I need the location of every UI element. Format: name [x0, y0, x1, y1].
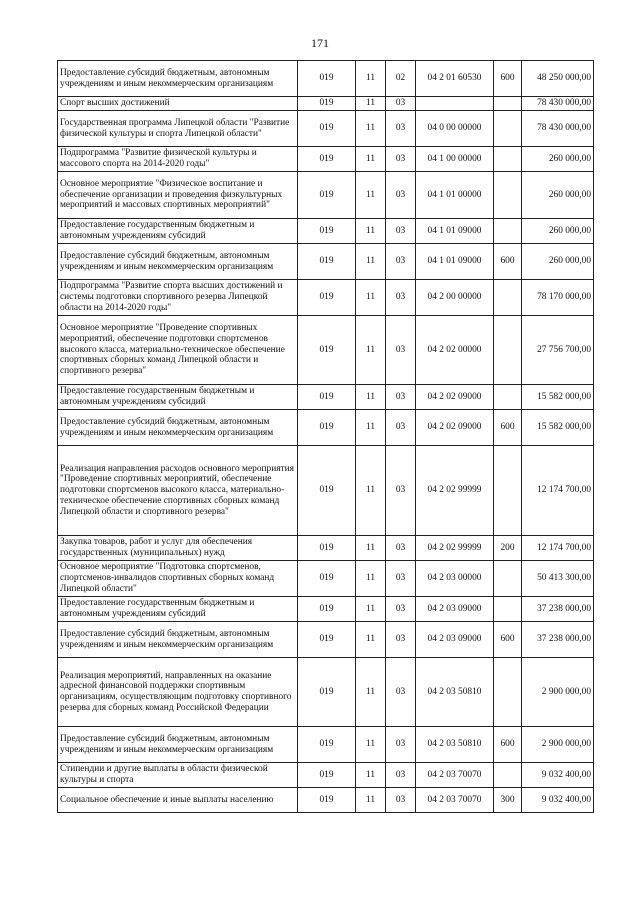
- amount: 9 032 400,00: [522, 763, 594, 788]
- expense-name: Спорт высших достижений: [58, 97, 298, 111]
- amount: 78 430 000,00: [522, 111, 594, 147]
- expense-type-code: 600: [494, 244, 522, 280]
- expense-name: Государственная программа Липецкой области "Развитие физической культуры и спорта Липецкой области": [58, 111, 298, 147]
- subsection-code: 03: [386, 172, 416, 219]
- table-row: [58, 244, 594, 280]
- target-article-code: 04 2 03 00000: [416, 561, 494, 597]
- expense-name: Основное мероприятие "Подготовка спортсменов, спортсменов-инвалидов спортивных сборных команд Липецкой области": [58, 561, 298, 597]
- department-code: 019: [298, 280, 356, 316]
- expense-type-code: [494, 385, 522, 410]
- section-code: 11: [356, 446, 386, 536]
- section-code: 11: [356, 658, 386, 727]
- department-code: 019: [298, 244, 356, 280]
- expense-name: Реализация мероприятий, направленных на оказание адресной финансовой поддержки спортивным организациям, осуществляющим подготовку спортивного резерва для сборных команд Российской Федерации: [58, 658, 298, 727]
- subsection-code: 03: [386, 536, 416, 561]
- department-code: 019: [298, 61, 356, 97]
- subsection-code: 03: [386, 727, 416, 763]
- target-article-code: 04 2 02 09000: [416, 385, 494, 410]
- subsection-code: 03: [386, 111, 416, 147]
- table-row: [58, 316, 594, 385]
- expense-type-code: [494, 316, 522, 385]
- department-code: 019: [298, 622, 356, 658]
- expense-type-code: [494, 219, 522, 244]
- table-row: [58, 622, 594, 658]
- department-code: 019: [298, 788, 356, 813]
- section-code: 11: [356, 597, 386, 622]
- department-code: 019: [298, 111, 356, 147]
- section-code: 11: [356, 111, 386, 147]
- target-article-code: 04 2 03 50810: [416, 727, 494, 763]
- section-code: 11: [356, 97, 386, 111]
- target-article-code: 04 2 02 00000: [416, 316, 494, 385]
- department-code: 019: [298, 385, 356, 410]
- target-article-code: 04 1 00 00000: [416, 147, 494, 172]
- amount: 12 174 700,00: [522, 446, 594, 536]
- amount: 78 430 000,00: [522, 97, 594, 111]
- department-code: 019: [298, 219, 356, 244]
- subsection-code: 03: [386, 385, 416, 410]
- budget-table: [57, 60, 594, 813]
- table-row: [58, 561, 594, 597]
- subsection-code: 03: [386, 622, 416, 658]
- amount: 2 900 000,00: [522, 658, 594, 727]
- expense-type-code: [494, 280, 522, 316]
- table-row: [58, 147, 594, 172]
- amount: 260 000,00: [522, 219, 594, 244]
- target-article-code: 04 2 03 09000: [416, 597, 494, 622]
- table-row: [58, 788, 594, 813]
- table-row: [58, 280, 594, 316]
- section-code: 11: [356, 147, 386, 172]
- department-code: 019: [298, 536, 356, 561]
- expense-type-code: [494, 597, 522, 622]
- department-code: 019: [298, 597, 356, 622]
- department-code: 019: [298, 147, 356, 172]
- table-row: [58, 111, 594, 147]
- amount: 27 756 700,00: [522, 316, 594, 385]
- subsection-code: 03: [386, 410, 416, 446]
- department-code: 019: [298, 97, 356, 111]
- subsection-code: 03: [386, 316, 416, 385]
- target-article-code: 04 0 00 00000: [416, 111, 494, 147]
- expense-name: Стипендии и другие выплаты в области физической культуры и спорта: [58, 763, 298, 788]
- expense-type-code: [494, 561, 522, 597]
- table-row: [58, 219, 594, 244]
- department-code: 019: [298, 410, 356, 446]
- target-article-code: 04 2 03 70070: [416, 763, 494, 788]
- expense-name: Подпрограмма "Развитие спорта высших достижений и системы подготовки спортивного резерва Липецкой области на 2014-2020 годы": [58, 280, 298, 316]
- table-row: [58, 385, 594, 410]
- expense-type-code: 600: [494, 727, 522, 763]
- subsection-code: 03: [386, 147, 416, 172]
- section-code: 11: [356, 727, 386, 763]
- department-code: 019: [298, 446, 356, 536]
- section-code: 11: [356, 172, 386, 219]
- section-code: 11: [356, 536, 386, 561]
- section-code: 11: [356, 788, 386, 813]
- section-code: 11: [356, 280, 386, 316]
- page-number: 171: [311, 36, 329, 50]
- section-code: 11: [356, 561, 386, 597]
- expense-name: Реализация направления расходов основного мероприятия "Проведение спортивных мероприятий, обеспечение подготовки спортсменов высокого класса, материально-техническое обеспечение спортивных сборных команд Липецкой области и спортивного резерва": [58, 446, 298, 536]
- expense-type-code: 600: [494, 410, 522, 446]
- expense-type-code: 300: [494, 788, 522, 813]
- expense-type-code: [494, 111, 522, 147]
- amount: 260 000,00: [522, 244, 594, 280]
- expense-type-code: 200: [494, 536, 522, 561]
- expense-name: Предоставление государственным бюджетным и автономным учреждениям субсидий: [58, 219, 298, 244]
- expense-name: Предоставление государственным бюджетным и автономным учреждениям субсидий: [58, 385, 298, 410]
- subsection-code: 03: [386, 244, 416, 280]
- amount: 50 413 300,00: [522, 561, 594, 597]
- department-code: 019: [298, 172, 356, 219]
- table-row: [58, 763, 594, 788]
- subsection-code: 02: [386, 61, 416, 97]
- subsection-code: 03: [386, 658, 416, 727]
- expense-name: Основное мероприятие "Физическое воспитание и обеспечение организации и проведения физкультурных мероприятий и массовых спортивных мероприятий": [58, 172, 298, 219]
- section-code: 11: [356, 219, 386, 244]
- target-article-code: 04 2 03 70070: [416, 788, 494, 813]
- table-row: [58, 97, 594, 111]
- expense-type-code: [494, 147, 522, 172]
- subsection-code: 03: [386, 97, 416, 111]
- section-code: 11: [356, 622, 386, 658]
- table-row: [58, 658, 594, 727]
- subsection-code: 03: [386, 280, 416, 316]
- amount: 9 032 400,00: [522, 788, 594, 813]
- target-article-code: 04 1 01 09000: [416, 219, 494, 244]
- table-row: [58, 727, 594, 763]
- section-code: 11: [356, 410, 386, 446]
- amount: 12 174 700,00: [522, 536, 594, 561]
- subsection-code: 03: [386, 561, 416, 597]
- subsection-code: 03: [386, 763, 416, 788]
- expense-type-code: [494, 658, 522, 727]
- table-row: [58, 172, 594, 219]
- subsection-code: 03: [386, 219, 416, 244]
- expense-name: Предоставление субсидий бюджетным, автономным учреждениям и иным некоммерческим организациям: [58, 727, 298, 763]
- target-article-code: 04 2 02 99999: [416, 536, 494, 561]
- expense-name: Предоставление государственным бюджетным и автономным учреждениям субсидий: [58, 597, 298, 622]
- target-article-code: 04 2 00 00000: [416, 280, 494, 316]
- table-row: [58, 597, 594, 622]
- budget-table-body: [58, 61, 594, 813]
- amount: 15 582 000,00: [522, 385, 594, 410]
- target-article-code: 04 1 01 09000: [416, 244, 494, 280]
- expense-type-code: 600: [494, 622, 522, 658]
- section-code: 11: [356, 763, 386, 788]
- target-article-code: 04 2 02 09000: [416, 410, 494, 446]
- expense-name: Основное мероприятие "Проведение спортивных мероприятий, обеспечение подготовки спортсменов высокого класса, материально-техническое обеспечение спортивных сборных команд Липецкой области и спортивного резерва": [58, 316, 298, 385]
- expense-name: Подпрограмма "Развитие физической культуры и массового спорта на 2014-2020 годы": [58, 147, 298, 172]
- amount: 2 900 000,00: [522, 727, 594, 763]
- table-row: [58, 446, 594, 536]
- department-code: 019: [298, 658, 356, 727]
- subsection-code: 03: [386, 597, 416, 622]
- amount: 15 582 000,00: [522, 410, 594, 446]
- target-article-code: 04 1 01 00000: [416, 172, 494, 219]
- amount: 78 170 000,00: [522, 280, 594, 316]
- subsection-code: 03: [386, 788, 416, 813]
- amount: 260 000,00: [522, 172, 594, 219]
- section-code: 11: [356, 316, 386, 385]
- section-code: 11: [356, 244, 386, 280]
- expense-type-code: [494, 172, 522, 219]
- expense-type-code: 600: [494, 61, 522, 97]
- subsection-code: 03: [386, 446, 416, 536]
- department-code: 019: [298, 727, 356, 763]
- amount: 37 238 000,00: [522, 597, 594, 622]
- expense-type-code: [494, 763, 522, 788]
- section-code: 11: [356, 385, 386, 410]
- department-code: 019: [298, 763, 356, 788]
- target-article-code: 04 2 03 09000: [416, 622, 494, 658]
- target-article-code: 04 2 03 50810: [416, 658, 494, 727]
- expense-name: Предоставление субсидий бюджетным, автономным учреждениям и иным некоммерческим организациям: [58, 410, 298, 446]
- amount: 48 250 000,00: [522, 61, 594, 97]
- table-row: [58, 410, 594, 446]
- expense-name: Социальное обеспечение и иные выплаты населению: [58, 788, 298, 813]
- table-row: [58, 61, 594, 97]
- expense-type-code: [494, 446, 522, 536]
- target-article-code: [416, 97, 494, 111]
- department-code: 019: [298, 316, 356, 385]
- department-code: 019: [298, 561, 356, 597]
- amount: 260 000,00: [522, 147, 594, 172]
- target-article-code: 04 2 01 60530: [416, 61, 494, 97]
- table-row: [58, 536, 594, 561]
- expense-name: Предоставление субсидий бюджетным, автономным учреждениям и иным некоммерческим организациям: [58, 61, 298, 97]
- expense-type-code: [494, 97, 522, 111]
- section-code: 11: [356, 61, 386, 97]
- expense-name: Закупка товаров, работ и услуг для обеспечения государственных (муниципальных) нужд: [58, 536, 298, 561]
- target-article-code: 04 2 02 99999: [416, 446, 494, 536]
- expense-name: Предоставление субсидий бюджетным, автономным учреждениям и иным некоммерческим организациям: [58, 622, 298, 658]
- amount: 37 238 000,00: [522, 622, 594, 658]
- expense-name: Предоставление субсидий бюджетным, автономным учреждениям и иным некоммерческим организациям: [58, 244, 298, 280]
